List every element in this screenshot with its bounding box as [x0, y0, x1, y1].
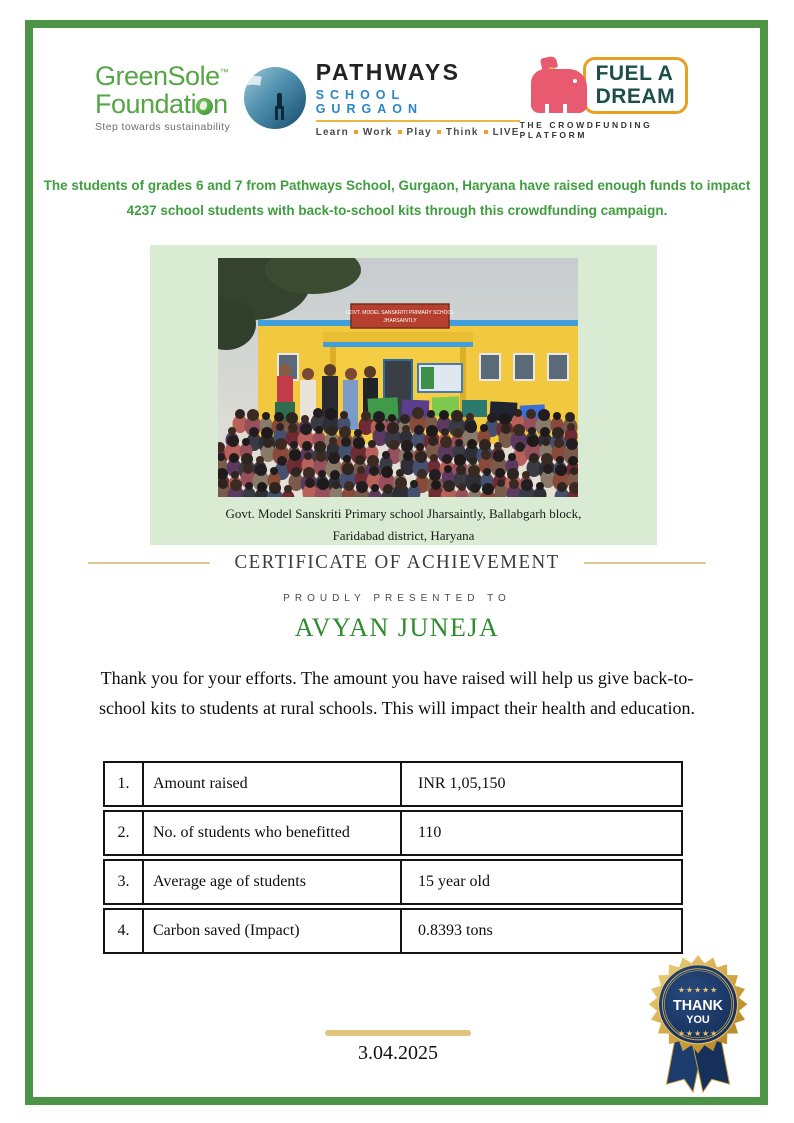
row-value: 0.8393 tons	[418, 922, 493, 939]
intro-line2: 4237 school students with back-to-school kits through this crowdfunding campaign.	[126, 202, 668, 218]
badge-stars-top: ★★★★★	[677, 985, 719, 995]
fueladream-top	[531, 57, 689, 115]
message-line1: Thank you for your efforts. The amount you have raised will help us give back-to-	[100, 668, 694, 688]
elephant-body-icon	[531, 69, 587, 113]
school-sign-line2: JHARSAINTLY	[383, 318, 417, 324]
greensole-word1: GreenSole	[95, 61, 220, 92]
greensole-tagline: Step towards sustainability	[95, 121, 231, 134]
school-photo	[218, 258, 578, 497]
title-left-line	[88, 562, 210, 564]
dot-separator-icon	[354, 130, 358, 134]
dot-separator-icon	[484, 130, 488, 134]
pathways-logo	[244, 59, 520, 138]
trademark-symbol: ™	[219, 67, 229, 78]
logos-row	[95, 48, 699, 148]
fueladream-tagline: THE CROWDFUNDING PLATFORM	[519, 119, 653, 140]
greensole-name	[95, 63, 244, 91]
photo-caption	[150, 503, 657, 547]
badge-svg	[644, 953, 752, 1101]
recipient-name: AVYAN JUNEJA	[294, 613, 500, 642]
elephant-leg-gap	[545, 104, 549, 113]
row-label: No. of students who benefitted	[144, 812, 402, 854]
presented-label: PROUDLY PRESENTED TO	[283, 593, 511, 604]
intro-line1: The students of grades 6 and 7 from Pathways School, Gurgaon, Haryana have raised enough funds to impact	[43, 178, 751, 193]
certificate-title-row	[90, 551, 704, 574]
pathways-gold-rule	[316, 120, 520, 122]
row-label: Average age of students	[144, 861, 402, 903]
fueladream-line1: FUEL A	[595, 62, 674, 86]
badge-stars-bottom: ★★★★★	[677, 1028, 719, 1038]
badge-you: YOU	[686, 1014, 710, 1027]
row-value: 15 year old	[418, 873, 490, 890]
fueladream-wordmark	[583, 57, 689, 113]
globe-o-icon	[196, 98, 213, 115]
intro-text	[40, 174, 754, 224]
pathways-word-play: Play	[406, 126, 432, 138]
table-row	[103, 761, 683, 807]
pathways-word-work: Work	[362, 126, 393, 138]
greensole-word2a: Foundati	[95, 88, 197, 119]
pathways-text	[316, 59, 520, 138]
fueladream-logo	[520, 57, 699, 140]
dot-separator-icon	[398, 130, 402, 134]
elephant-eye-icon	[573, 79, 577, 83]
elephant-leg-gap	[563, 104, 567, 113]
photo-caption-line2: Faridabad district, Haryana	[332, 528, 475, 544]
photo-caption-line1: Govt. Model Sanskriti Primary school Jharsaintly, Ballabgarh block,	[225, 506, 582, 521]
row-value: INR 1,05,150	[418, 775, 506, 792]
date-divider	[325, 1030, 471, 1036]
greensole-foundation	[95, 88, 244, 119]
message-line2: school kits to students at rural schools. This will impact their health and education.	[98, 697, 696, 718]
table-row	[103, 810, 683, 856]
table-row	[103, 859, 683, 905]
date: 3.04.2025	[358, 1042, 438, 1064]
row-number: 4.	[105, 910, 144, 952]
table-row	[103, 908, 683, 954]
photo-card	[150, 245, 657, 545]
greensole-logo	[95, 63, 244, 133]
thank-you-badge	[644, 953, 752, 1101]
pathways-word-learn: Learn	[315, 126, 349, 138]
pathways-word-live: LIVE	[492, 126, 520, 138]
impact-table	[103, 761, 683, 957]
row-number: 2.	[105, 812, 144, 854]
row-label: Carbon saved (Impact)	[144, 910, 402, 952]
row-label: Amount raised	[144, 763, 402, 805]
row-value: 110	[418, 824, 442, 841]
badge-thank: THANK	[672, 998, 724, 1015]
row-number: 1.	[105, 763, 144, 805]
elephant-pump-icon	[531, 57, 589, 115]
pathways-globe-icon	[244, 67, 306, 129]
pathways-word-think: Think	[445, 126, 479, 138]
title-right-line	[584, 562, 706, 564]
pathways-tagline	[316, 127, 520, 138]
pathways-school: SCHOOL GURGAON	[315, 87, 423, 116]
row-number: 3.	[105, 861, 144, 903]
certificate-title: CERTIFICATE OF ACHIEVEMENT	[234, 551, 560, 573]
school-photo-illustration	[218, 258, 578, 497]
dot-separator-icon	[437, 130, 441, 134]
school-sign-line1: GOVT. MODEL SANSKRITI PRIMARY SCHOOL	[345, 310, 455, 316]
thank-you-message	[40, 664, 754, 723]
fueladream-line2: DREAM	[595, 84, 676, 108]
pathways-name: PATHWAYS	[315, 58, 461, 85]
greensole-word2b: n	[213, 88, 228, 119]
